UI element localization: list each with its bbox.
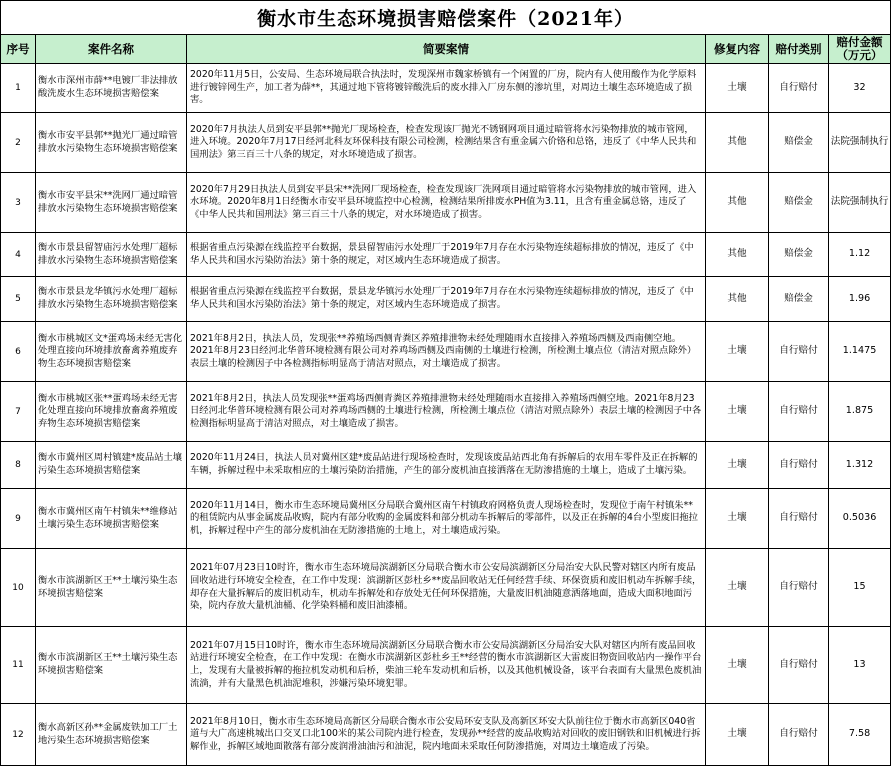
table-row bbox=[1, 704, 891, 766]
row-amount: 15 bbox=[829, 549, 891, 627]
row-name: 衡水市景县龙华镇污水处理厂超标排放水污染物生态环境损害赔偿案 bbox=[36, 277, 187, 322]
row-desc: 2020年11月24日，执法人员对冀州区建*废品站进行现场检查时，发现该废品站西北角有拆解后的农用车零件及正在拆解的车辆，拆解过程中未采取相应的土壤污染防治措施，产生的部分废机油直接洒落在无防渗措施的土壤上，造成了土壤污染。 bbox=[187, 442, 706, 489]
row-content: 土壤 bbox=[706, 489, 769, 549]
table-row bbox=[1, 382, 891, 442]
row-type: 自行赔付 bbox=[769, 489, 829, 549]
row-desc: 根据省重点污染源在线监控平台数据，景县留智庙污水处理厂于2019年7月存在水污染物连续超标排放的情况，违反了《中华人民共和国水污染防治法》第十条的规定，对区域内生态环境造成了损害。 bbox=[187, 233, 706, 277]
table-row bbox=[1, 627, 891, 704]
row-type: 自行赔付 bbox=[769, 322, 829, 382]
row-no: 9 bbox=[1, 489, 36, 549]
row-type: 自行赔付 bbox=[769, 64, 829, 113]
row-name: 衡水市冀州区周村镇建*废品站土壤污染生态环境损害赔偿案 bbox=[36, 442, 187, 489]
table-row bbox=[1, 442, 891, 489]
row-no: 2 bbox=[1, 113, 36, 173]
table-row bbox=[1, 277, 891, 322]
row-type: 自行赔付 bbox=[769, 382, 829, 442]
row-name: 衡水市安平县宋**洗网厂通过暗管排放水污染物生态环境损害赔偿案 bbox=[36, 173, 187, 233]
row-name: 衡水市深州市薛**电镀厂非法排放酸洗废水生态环境损害赔偿案 bbox=[36, 64, 187, 113]
row-content: 其他 bbox=[706, 173, 769, 233]
row-type: 自行赔付 bbox=[769, 704, 829, 766]
row-name: 衡水市安平县郭**抛光厂通过暗管排放水污染物生态环境损害赔偿案 bbox=[36, 113, 187, 173]
row-desc: 2021年8月10日，衡水市生态环境局高新区分局联合衡水市公安局环安支队及高新区环安大队前往位于衡水市高新区040省道与大广高速桃城出口交叉口北100米的某公司院内进行检查，发现孙**经营的废品收购站对回收的废旧钢铁和旧机械进行拆解作业，拆解区域地面散落有部分废润滑油油污和油泥，院内地面未采取任何防渗措施，对周边土壤造成了污染。 bbox=[187, 704, 706, 766]
row-type: 赔偿金 bbox=[769, 113, 829, 173]
row-no: 6 bbox=[1, 322, 36, 382]
row-type: 赔偿金 bbox=[769, 277, 829, 322]
row-desc: 2020年11月14日，衡水市生态环境局冀州区分局联合冀州区南午村镇政府网格负责人现场检查时，发现位于南午村镇朱**的租赁院内从事金属废品收购，院内有部分收购的金属废料和部分机动车拆解后的零部件，以及正在拆解的4台小型废旧拖拉机，拆解过程中产生的部分废机油在无防渗措施的土地上，对土壤造成污染。 bbox=[187, 489, 706, 549]
row-type: 自行赔付 bbox=[769, 627, 829, 704]
row-amount: 法院强制执行 bbox=[829, 173, 891, 233]
row-content: 土壤 bbox=[706, 64, 769, 113]
table-row bbox=[1, 322, 891, 382]
row-name: 衡水高新区孙**金属废铁加工厂土地污染生态环境损害赔偿案 bbox=[36, 704, 187, 766]
table-title: 衡水市生态环境损害赔偿案件（2021年） bbox=[1, 1, 891, 35]
row-name: 衡水市景县留智庙污水处理厂超标排放水污染物生态环境损害赔偿案 bbox=[36, 233, 187, 277]
row-desc: 2021年8月2日，执法人员发现张**蛋鸡场西侧青粪区养殖排泄物未经处理随雨水直接排入养殖场西侧空地。2021年8月23日经河北华普环境检测有限公司对养鸡场西侧的土壤进行检测，所检测土壤点位（清洁对照点除外）表层土壤的检测因子中各检测指标明显高于清洁对照点，对土壤造成了损害。 bbox=[187, 382, 706, 442]
header-row bbox=[1, 35, 891, 64]
row-content: 其他 bbox=[706, 233, 769, 277]
row-amount: 1.875 bbox=[829, 382, 891, 442]
header-type: 赔付类别 bbox=[769, 35, 829, 64]
row-no: 10 bbox=[1, 549, 36, 627]
row-name: 衡水市滨湖新区王**土壤污染生态环境损害赔偿案 bbox=[36, 627, 187, 704]
row-amount: 1.12 bbox=[829, 233, 891, 277]
header-content: 修复内容 bbox=[706, 35, 769, 64]
table-row bbox=[1, 113, 891, 173]
row-desc: 2020年7月执法人员到安平县郭**抛光厂现场检查，检查发现该厂抛光不锈钢网项目通过暗管将水污染物排放的城市管网，进入环境。2020年7月17日经河北科友环保科技有限公司检测，检测结果含有重金属六价铬和总铬，违反了《中华人民共和国刑法》第三百三十八条的规定，对水环境造成了损害。 bbox=[187, 113, 706, 173]
row-content: 土壤 bbox=[706, 382, 769, 442]
row-name: 衡水市桃城区文*蛋鸡场未经无害化处理直接向环境排放畜禽养殖废弃物生态环境损害赔偿案 bbox=[36, 322, 187, 382]
row-amount: 1.1475 bbox=[829, 322, 891, 382]
row-content: 土壤 bbox=[706, 322, 769, 382]
row-no: 8 bbox=[1, 442, 36, 489]
row-no: 7 bbox=[1, 382, 36, 442]
row-desc: 2020年11月5日，公安局、生态环境局联合执法时，发现深州市魏家桥镇有一个闲置的厂房，院内有人使用酸作为化学原料进行镀锌网生产，加工者为薛**，其通过地下管将镀锌酸洗后的废水排入厂房东侧的渗坑里，对周边土壤生态环境造成了损害。 bbox=[187, 64, 706, 113]
row-content: 其他 bbox=[706, 277, 769, 322]
header-desc: 简要案情 bbox=[187, 35, 706, 64]
row-amount: 0.5036 bbox=[829, 489, 891, 549]
row-no: 5 bbox=[1, 277, 36, 322]
row-amount: 13 bbox=[829, 627, 891, 704]
row-amount: 法院强制执行 bbox=[829, 113, 891, 173]
table-row bbox=[1, 489, 891, 549]
table-row bbox=[1, 64, 891, 113]
row-content: 土壤 bbox=[706, 704, 769, 766]
row-desc: 2021年07月23日10时许，衡水市生态环境局滨湖新区分局联合衡水市公安局滨湖新区分局治安大队民警对辖区内所有废品回收站进行环境安全检查，在工作中发现：滨湖新区彭杜乡**废品回收站无任何经营手续、环保资质和废旧机动车拆解手续，却存在大量拆解后的废旧机动车，机动车拆解处和存放处无任何环保措施，大量废旧机油随意洒落地面，造成大面积地面污染，院内存放大量机油桶、化学染料桶和废旧油漆桶。 bbox=[187, 549, 706, 627]
row-name: 衡水市滨湖新区王**土壤污染生态环境损害赔偿案 bbox=[36, 549, 187, 627]
row-name: 衡水市冀州区南午村镇朱**维修站土壤污染生态环境损害赔偿案 bbox=[36, 489, 187, 549]
row-name: 衡水市桃城区张**蛋鸡场未经无害化处理直接向环境排放畜禽养殖废弃物生态环境损害赔偿案 bbox=[36, 382, 187, 442]
row-no: 4 bbox=[1, 233, 36, 277]
row-content: 土壤 bbox=[706, 442, 769, 489]
row-no: 1 bbox=[1, 64, 36, 113]
row-desc: 2021年8月2日，执法人员，发现张**养殖场西侧青粪区养殖排泄物未经处理随雨水直接排入养殖场西侧及西南侧空地。2021年8月23日经河北华普环境检测有限公司对养鸡场西侧及西南侧的土壤进行检测，所检测土壤点位（清洁对照点除外）表层土壤的检测因子中各检测指标明显高于清洁对照点，对土壤造成了损害。 bbox=[187, 322, 706, 382]
row-content: 土壤 bbox=[706, 627, 769, 704]
row-no: 12 bbox=[1, 704, 36, 766]
table-row bbox=[1, 549, 891, 627]
header-amount: 赔付金额（万元） bbox=[829, 35, 891, 64]
row-desc: 2020年7月29日执法人员到安平县宋**洗网厂现场检查，检查发现该厂洗网项目通过暗管将水污染物排放的城市管网，进入水环境。2020年8月1日经衡水市安平县环境监控中心检测，检测结果所排废水PH值为3.11，且含有重金属总铬，违反了《中华人民共和国刑法》第三百三十八条的规定，对水环境造成了损害。 bbox=[187, 173, 706, 233]
row-desc: 2021年07月15日10时许，衡水市生态环境局滨湖新区分局联合衡水市公安局滨湖新区分局治安大队对辖区内所有废品回收站进行环境安全检查，在工作中发现：在衡水市滨湖新区彭杜乡王**经营的衡水市滨湖新区大雷废旧物资回收站内一操作平台上，发现有大量被拆解的拖拉机发动机和后桥，柴油三轮车发动机和后桥，以及其他机械设备，该平台表面有大量黑色废机油流淌，并有大量黑色机油泥堆积，涉嫌污染环境犯罪。 bbox=[187, 627, 706, 704]
table-row bbox=[1, 173, 891, 233]
header-no: 序号 bbox=[1, 35, 36, 64]
row-amount: 1.96 bbox=[829, 277, 891, 322]
row-desc: 根据省重点污染源在线监控平台数据，景县龙华镇污水处理厂于2019年7月存在水污染物连续超标排放的情况，违反了《中华人民共和国水污染防治法》第十条的规定，对区域内生态环境造成了损害。 bbox=[187, 277, 706, 322]
row-no: 3 bbox=[1, 173, 36, 233]
row-no: 11 bbox=[1, 627, 36, 704]
row-amount: 32 bbox=[829, 64, 891, 113]
row-type: 自行赔付 bbox=[769, 549, 829, 627]
row-amount: 7.58 bbox=[829, 704, 891, 766]
row-type: 赔偿金 bbox=[769, 173, 829, 233]
row-amount: 1.312 bbox=[829, 442, 891, 489]
row-type: 赔偿金 bbox=[769, 233, 829, 277]
row-content: 土壤 bbox=[706, 549, 769, 627]
header-name: 案件名称 bbox=[36, 35, 187, 64]
table-row bbox=[1, 233, 891, 277]
row-content: 其他 bbox=[706, 113, 769, 173]
row-type: 自行赔付 bbox=[769, 442, 829, 489]
